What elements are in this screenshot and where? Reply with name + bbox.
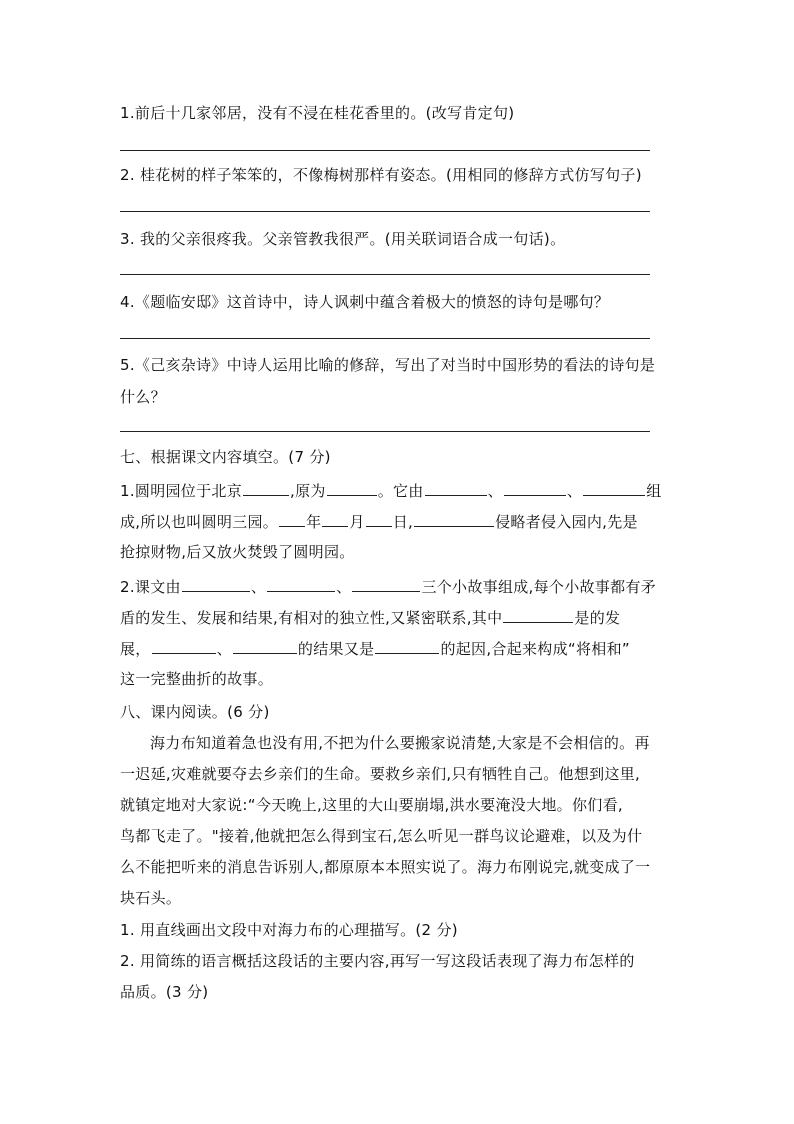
fill-blank[interactable] [267,576,335,592]
text-segment: 2.课文由 [120,578,181,596]
q6-item-5-cont: 什么？ [120,388,166,406]
q8-question-1: 1. 用直线画出文段中对海力布的心理描写。(2 分) [120,921,458,939]
section-7-heading: 七、根据课文内容填空。(7 分) [120,448,331,466]
text-segment: 盾的发生、发展和结果,有相对的独立性,又紧密联系,其中 [120,609,503,627]
q7-item-2-line-4: 这一完整曲折的故事。 [120,670,274,688]
fill-blank[interactable] [152,638,216,654]
fill-blank[interactable] [583,480,645,496]
fill-blank[interactable] [503,607,573,623]
text-segment: 、 [250,578,267,596]
answer-line-3[interactable] [120,274,650,275]
text-segment: ,原为 [290,482,326,500]
text-segment: 年 [306,513,322,531]
q8-question-2: 2. 用简练的语言概括这段话的主要内容,再写一写这段话表现了海力布怎样的 [120,952,635,970]
q6-item-1: 1.前后十几家邻居，没有不浸在桂花香里的。(改写肯定句) [120,104,515,122]
text-segment: 三个小故事组成,每个小故事都有矛 [421,578,657,596]
fill-blank[interactable] [375,638,439,654]
fill-blank[interactable] [322,511,348,527]
fill-blank[interactable] [366,511,392,527]
q6-item-4: 4.《题临安邸》这首诗中，诗人讽刺中蕴含着极大的愤怒的诗句是哪句？ [120,293,610,311]
q6-item-3: 3. 我的父亲很疼我。父亲管教我很严。(用关联词语合成一句话)。 [120,230,566,248]
text-segment: 组 [646,482,662,500]
text-segment: 、 [566,482,583,500]
passage-line-6: 块石头。 [120,889,182,907]
answer-line-2[interactable] [120,211,650,212]
q7-item-1-line-2 [120,511,638,532]
text-segment: 成,所以也叫圆明三园。 [120,513,279,531]
passage-line-1: 海力布知道着急也没有用,不把为什么要搬家说清楚,大家是不会相信的。再 [150,734,650,752]
text-segment: 月 [349,513,365,531]
fill-blank[interactable] [414,511,494,527]
q6-item-2: 2. 桂花树的样子笨笨的，不像梅树那样有姿态。(用相同的修辞方式仿写句子) [120,166,642,184]
q7-item-1-line-3: 抢掠财物,后又放火焚毁了圆明园。 [120,543,355,561]
text-segment: 1.圆明园位于北京 [120,482,243,500]
passage-line-5: 么不能把听来的消息告诉别人,都原原本本照实说了。海力布刚说完,就变成了一 [120,858,651,876]
answer-line-1[interactable] [120,150,650,151]
q7-item-2-line-1 [120,576,656,597]
text-segment: 侵略者侵入园内,先是 [495,513,638,531]
text-segment: 展， [120,640,151,658]
text-segment: 是的发 [574,609,621,627]
text-segment: 、 [216,640,232,658]
q7-item-2-line-3 [120,638,630,659]
q7-item-1-line-1 [120,480,662,501]
text-segment: 日, [392,513,414,531]
text-segment: 。它由 [377,482,424,500]
q7-item-2-line-2 [120,607,620,628]
fill-blank[interactable] [327,480,377,496]
fill-blank[interactable] [352,576,420,592]
text-segment: 的起因,合起来构成“将相和” [440,640,630,658]
passage-line-4: 鸟都飞走了。"接着,他就把怎么得到宝石,怎么听见一群鸟议论避难，以及为什 [120,827,643,845]
q8-question-2-cont: 品质。(3 分) [120,983,209,1001]
text-segment: 、 [336,578,352,596]
section-8-heading: 八、课内阅读。(6 分) [120,703,270,721]
fill-blank[interactable] [243,480,289,496]
text-segment: 、 [487,482,503,500]
q6-item-5: 5.《己亥杂诗》中诗人运用比喻的修辞，写出了对当时中国形势的看法的诗句是 [120,356,656,374]
fill-blank[interactable] [279,511,305,527]
passage-line-2: 一迟延,灾难就要夺去乡亲们的生命。要救乡亲们,只有牺牲自己。他想到这里, [120,765,641,783]
fill-blank[interactable] [182,576,250,592]
fill-blank[interactable] [425,480,487,496]
passage-line-3: 就镇定地对大家说:“今天晚上,这里的大山要崩塌,洪水要淹没大地。你们看, [120,796,623,814]
fill-blank[interactable] [233,638,297,654]
text-segment: 的结果又是 [297,640,375,658]
fill-blank[interactable] [504,480,566,496]
answer-line-4[interactable] [120,338,650,339]
answer-line-5[interactable] [120,431,650,432]
